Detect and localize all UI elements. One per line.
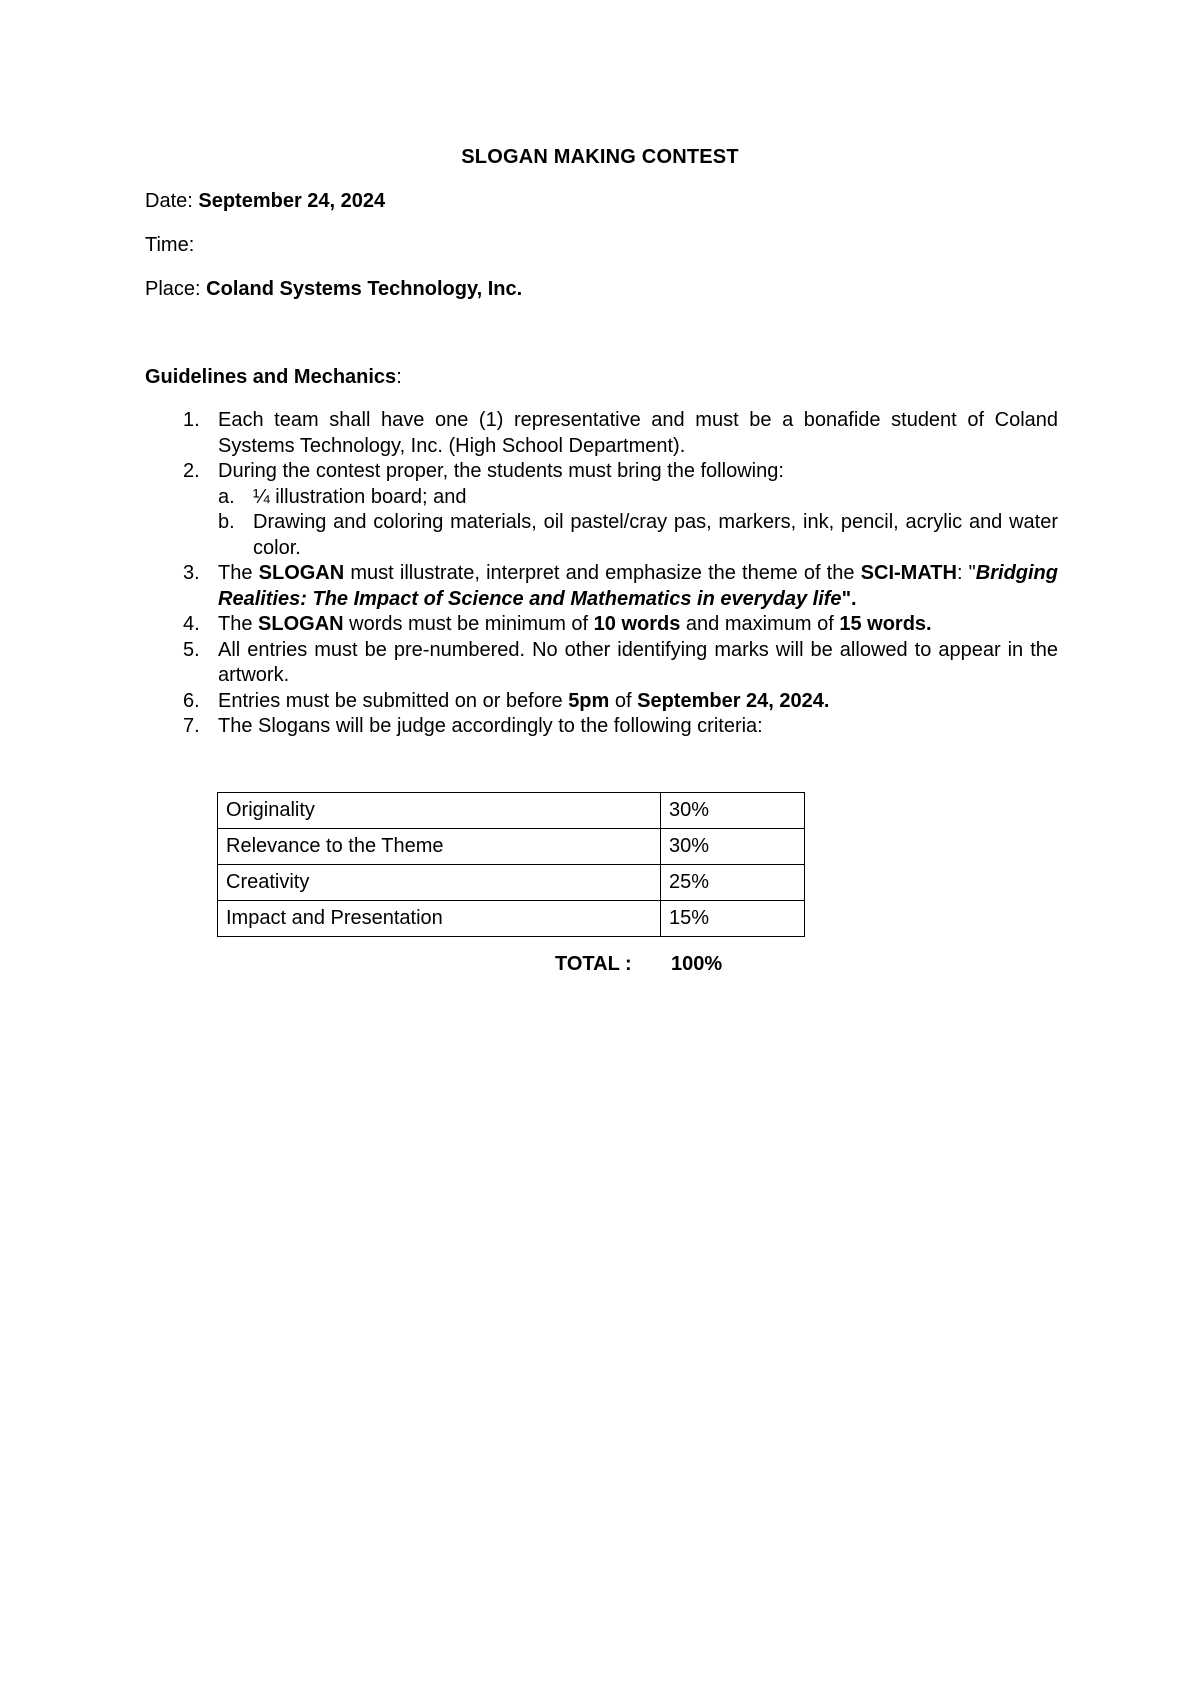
total-label: TOTAL : [555, 953, 632, 975]
table-row [218, 865, 805, 901]
place-line [145, 278, 522, 301]
page-title: SLOGAN MAKING CONTEST [461, 146, 739, 168]
sub-list-item [218, 510, 1058, 561]
deadline-date: September 24, 2024. [637, 689, 830, 712]
item-text: The Slogans will be judge accordingly to the following criteria: [218, 715, 763, 737]
sub-list-item [218, 485, 1058, 511]
scimath-emphasis: SCI-MATH [860, 562, 957, 584]
table-row [218, 793, 805, 829]
item-text: words must be minimum of [343, 613, 594, 635]
item-text: must illustrate, interpret and emphasize the theme of the [344, 562, 861, 584]
materials-sublist [218, 485, 1058, 562]
guidelines-list [145, 408, 1058, 740]
item-text: All entries must be pre-numbered. No other identifying marks will be allowed to appear in the artwork. [218, 638, 1058, 686]
item-text: : " [956, 562, 976, 584]
criterion-weight: 30% [661, 793, 805, 829]
criterion-name: Creativity [218, 865, 661, 901]
date-label: Date: [145, 190, 193, 212]
guidelines-heading-colon: : [396, 366, 402, 388]
date-line [145, 190, 385, 213]
table-row [218, 829, 805, 865]
criterion-weight: 15% [661, 901, 805, 937]
item-text: The [218, 562, 259, 584]
sub-item-text: Drawing and coloring materials, oil pastel/cray pas, markers, ink, pencil, acrylic and water color. [253, 511, 1058, 559]
sub-item-letter: a. [218, 485, 235, 508]
item-text: of [609, 689, 638, 712]
item-text: Entries must be submitted on or before [218, 689, 569, 712]
guidelines-heading [145, 366, 402, 389]
criterion-name: Impact and Presentation [218, 901, 661, 937]
table-row [218, 901, 805, 937]
item-text: During the contest proper, the students must bring the following: [218, 460, 784, 482]
list-item [145, 408, 1058, 459]
item-text: The [218, 613, 259, 635]
deadline-time: 5pm [568, 689, 610, 712]
criteria-table [217, 792, 805, 937]
time-label: Time: [145, 234, 195, 256]
item-number: 2. [183, 460, 200, 482]
total-value: 100% [671, 953, 723, 975]
item-number: 6. [183, 689, 200, 712]
item-text: ". [841, 587, 857, 610]
place-value: Coland Systems Technology, Inc. [206, 278, 523, 300]
criterion-name: Originality [218, 793, 661, 829]
sub-item-text: ¼ illustration board; and [253, 485, 467, 508]
list-item [145, 561, 1058, 612]
criterion-name: Relevance to the Theme [218, 829, 661, 865]
item-text: and maximum of [680, 613, 840, 635]
list-item [145, 689, 1058, 715]
list-item [145, 612, 1058, 638]
guidelines-heading-text: Guidelines and Mechanics [145, 366, 397, 388]
list-item [145, 638, 1058, 689]
item-text: Each team shall have one (1) representative and must be a bonafide student of Coland Systems Technology, Inc. (High School Department). [218, 409, 1058, 457]
list-item [145, 714, 1058, 740]
min-words: 10 words [593, 613, 681, 635]
slogan-emphasis: SLOGAN [258, 562, 345, 584]
criterion-weight: 25% [661, 865, 805, 901]
list-item [145, 459, 1058, 561]
item-number: 4. [183, 613, 200, 635]
sub-item-letter: b. [218, 511, 235, 533]
item-number: 1. [183, 409, 200, 431]
item-number: 3. [183, 562, 200, 584]
item-number: 7. [183, 715, 200, 737]
item-number: 5. [183, 638, 200, 661]
theme-text: Bridging Realities: The Impact of Science and Mathematics in everyday life [218, 562, 1058, 610]
date-value: September 24, 2024 [198, 190, 386, 212]
slogan-emphasis: SLOGAN [258, 613, 344, 635]
max-words: 15 words. [839, 613, 932, 635]
time-line [145, 234, 194, 257]
place-label: Place: [145, 278, 201, 300]
criterion-weight: 30% [661, 829, 805, 865]
